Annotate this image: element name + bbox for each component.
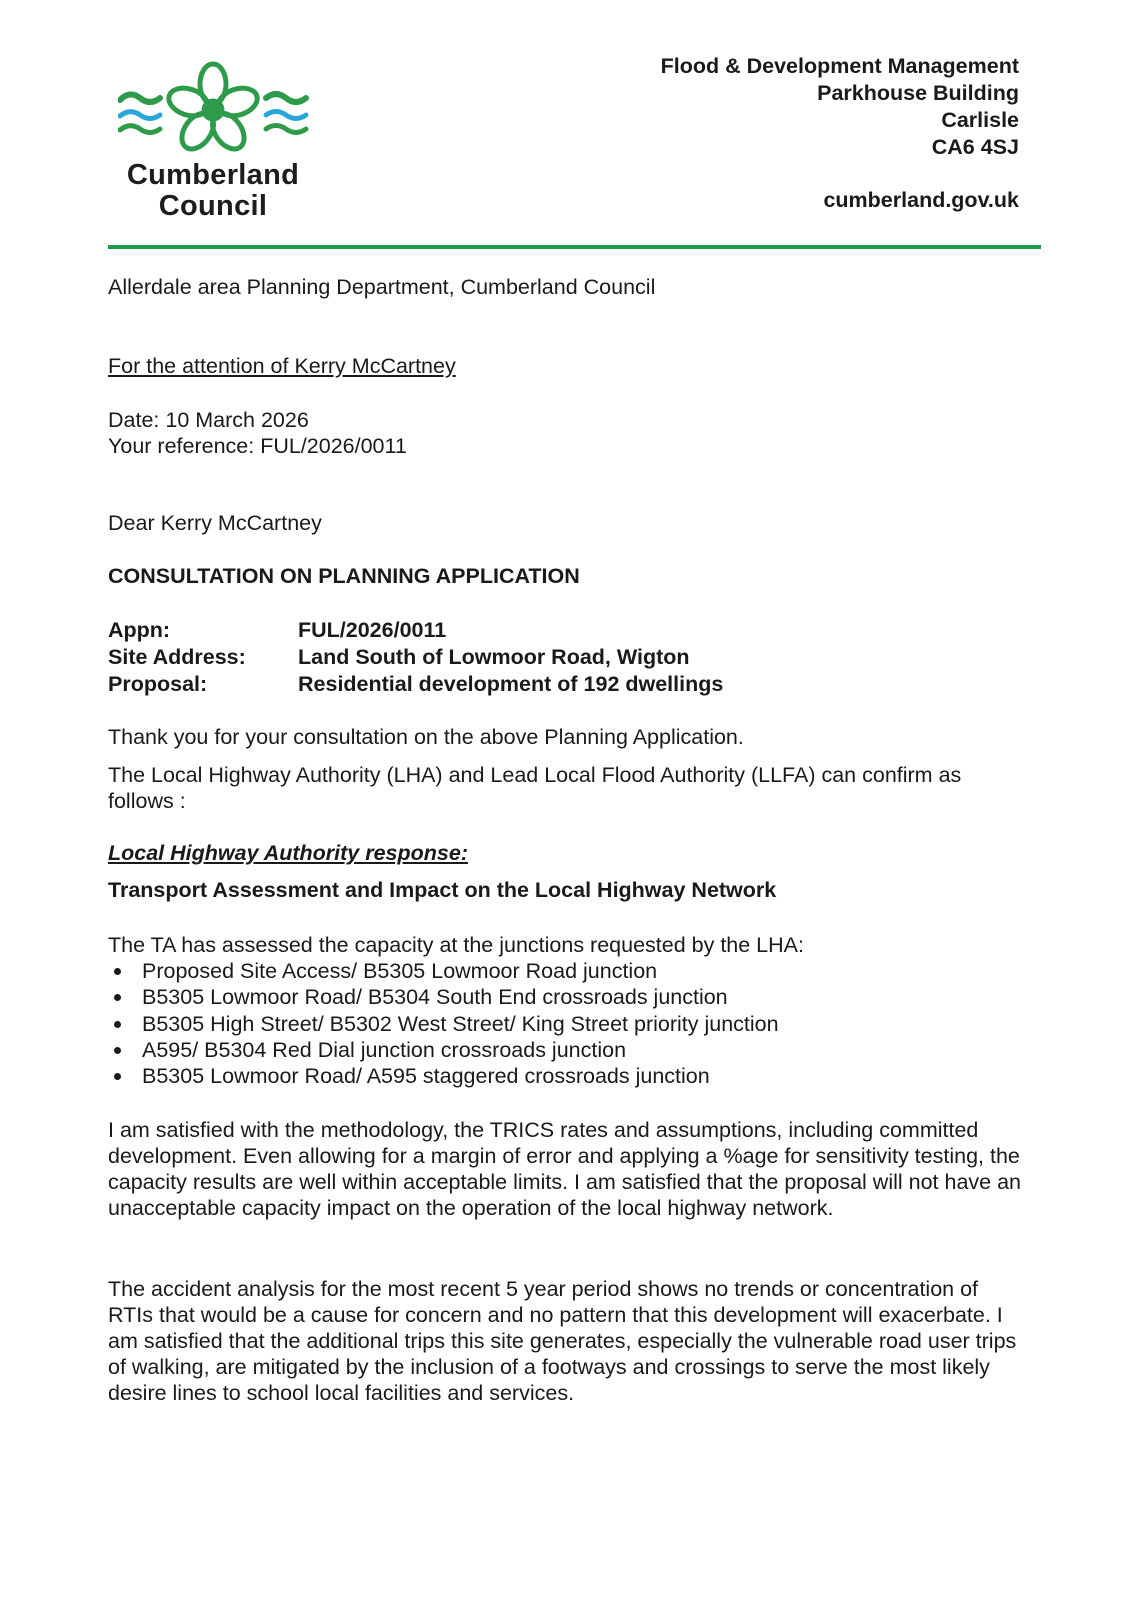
ta-heading: Transport Assessment and Impact on the Local Highway Network [108, 878, 777, 902]
address-building: Parkhouse Building [817, 81, 1019, 105]
logo-line-2: Council [158, 190, 268, 222]
accident-paragraph: The accident analysis for the most recent 5 year period shows no trends or concentration of RTIs that would be a cause for concern and no pattern that this development will exacerbate. I am satisfied that the additional trips this site generates, especially the vulnerable road user trips of walking, are mitigated by the inclusion of a footways and crossings to serve the most likely desire lines to school local facilities and services. [108, 1277, 1017, 1405]
application-row [108, 617, 446, 643]
site-address-value: Land South of Lowmoor Road, Wigton [298, 645, 690, 669]
list-item: B5305 High Street/ B5302 West Street/ King Street priority junction [108, 1011, 779, 1037]
logo-line-1: Cumberland [126, 159, 300, 191]
methodology-paragraph: I am satisfied with the methodology, the TRICS rates and assumptions, including committed development. Even allowing for a margin of error and applying a %age for sensitivity testing, the capacity results are well within acceptable limits. I am satisfied that the proposal will not have an unacceptable capacity impact on the operation of the local highway network. [108, 1118, 1021, 1220]
header-rule [108, 245, 1041, 249]
list-item: B5305 Lowmoor Road/ A595 staggered crossroads junction [108, 1063, 779, 1089]
website-link[interactable]: cumberland.gov.uk [823, 188, 1019, 212]
logo-wordmark [118, 160, 308, 222]
lha-heading: Local Highway Authority response: [108, 841, 468, 865]
site-address-row [108, 644, 690, 670]
proposal-row [108, 671, 723, 697]
application-label: Appn: [108, 618, 171, 642]
thanks-line: Thank you for your consultation on the above Planning Application. [108, 725, 744, 749]
flower-waves-icon [118, 60, 318, 160]
site-address-label: Site Address: [108, 645, 246, 669]
address-postcode: CA6 4SJ [931, 135, 1019, 159]
address-city: Carlisle [941, 108, 1019, 132]
application-value: FUL/2026/0011 [298, 618, 447, 642]
list-item: B5305 Lowmoor Road/ B5304 South End crossroads junction [108, 984, 779, 1010]
proposal-label: Proposal: [108, 672, 208, 696]
council-logo [118, 60, 318, 230]
junction-list [108, 958, 779, 1089]
list-item: A595/ B5304 Red Dial junction crossroads junction [108, 1037, 779, 1063]
consultation-heading: CONSULTATION ON PLANNING APPLICATION [108, 564, 580, 588]
attention-line: For the attention of Kerry McCartney [108, 354, 456, 378]
ta-intro: The TA has assessed the capacity at the junctions requested by the LHA: [108, 933, 804, 957]
proposal-value: Residential development of 192 dwellings [298, 672, 724, 696]
date-line: Date: 10 March 2026 [108, 408, 309, 432]
reference-line: Your reference: FUL/2026/0011 [108, 434, 407, 458]
sender-address [661, 53, 1019, 214]
salutation: Dear Kerry McCartney [108, 511, 322, 535]
recipient: Allerdale area Planning Department, Cumberland Council [108, 275, 656, 299]
list-item: Proposed Site Access/ B5305 Lowmoor Road junction [108, 958, 779, 984]
confirm-paragraph: The Local Highway Authority (LHA) and Lead Local Flood Authority (LLFA) can confirm as follows : [108, 763, 962, 813]
address-dept: Flood & Development Management [660, 54, 1019, 78]
